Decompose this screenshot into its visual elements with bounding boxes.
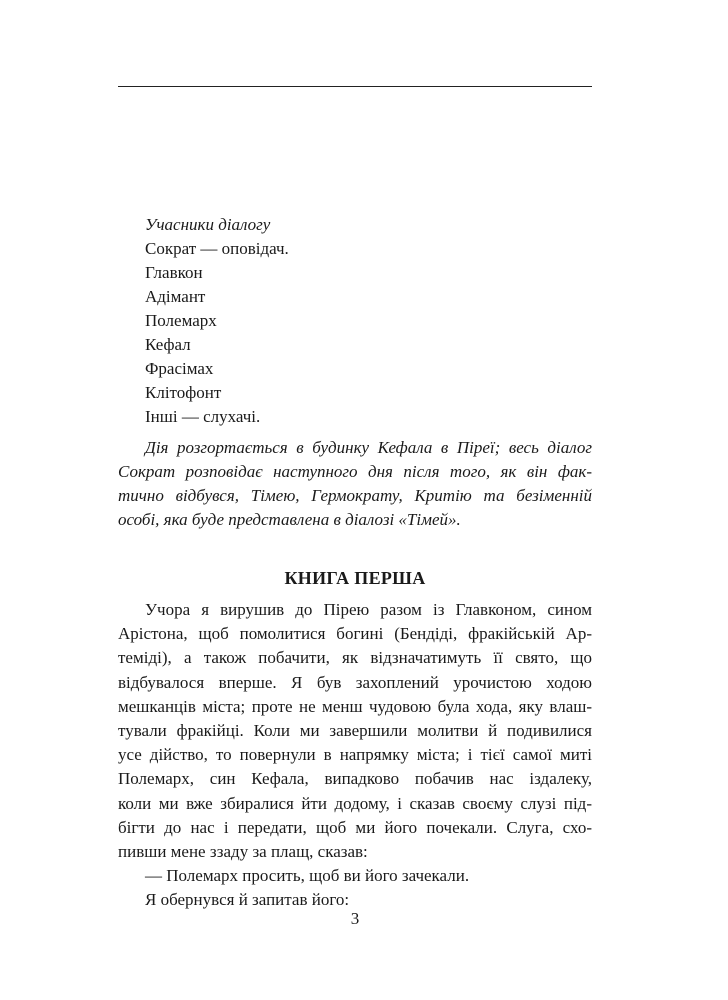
body-line: пивши мене ззаду за плащ, сказав:: [118, 842, 368, 862]
participant-item: Клітофонт: [145, 383, 222, 402]
body-line: мешканців міста; проте не менш чудовою була хода, яку влаш-: [118, 696, 592, 716]
book-title: КНИГА ПЕРША: [284, 568, 426, 588]
body-line: Я обернувся й запитав його:: [145, 890, 350, 910]
body-line: теміді), а також побачити, як відзначатимуть її свято, що: [118, 648, 592, 668]
dialogue-participants: [145, 213, 592, 429]
setting-line: Сократ розповідає наступного дня після того, як він фак-: [118, 462, 592, 481]
participant-item: Інші — слухачі.: [145, 407, 261, 426]
participant-item: Главкон: [145, 263, 203, 282]
setting-line: Дія розгортається в будинку Кефала в Піреї; весь діалог: [145, 438, 592, 457]
participant-item: Полемарх: [145, 311, 217, 330]
body-line: Арістона, щоб помолитися богині (Бендіді, фракійській Ар-: [118, 624, 592, 644]
setting-line: особі, яка буде представлена в діалозі «Тімей».: [118, 510, 461, 529]
body-line: Полемарх, син Кефала, випадково побачив нас іздалеку,: [118, 769, 592, 789]
body-line: тували фракійці. Коли ми завершили молитви й подивилися: [118, 721, 592, 741]
participant-item: Сократ — оповідач.: [145, 239, 289, 258]
participant-item: Кефал: [145, 335, 191, 354]
body-line: відбувалося вперше. Я був захоплений урочистою ходою: [118, 672, 592, 692]
header-rule: [118, 86, 592, 87]
body-line: бігти до нас і передати, щоб ми його почекали. Слуга, схо-: [118, 817, 592, 837]
body-line: — Полемарх просить, щоб ви його зачекали.: [145, 866, 470, 886]
participant-item: Адімант: [145, 287, 206, 306]
page-number: 3: [350, 909, 360, 928]
setting-line: тично відбувся, Тімею, Гермократу, Критію та безіменній: [118, 486, 592, 505]
participants-heading: Учасники діалогу: [145, 215, 271, 234]
body-line: усе дійство, то повернули в напрямку міста; і тієї самої миті: [118, 745, 592, 765]
body-line: Учора я вирушив до Пірею разом із Главконом, сином: [145, 600, 592, 619]
body-line: коли ми вже збиралися йти додому, і сказав своєму слузі під-: [118, 793, 592, 813]
participant-item: Фрасімах: [145, 359, 214, 378]
setting-description: [118, 436, 592, 532]
body-text: [118, 598, 592, 913]
